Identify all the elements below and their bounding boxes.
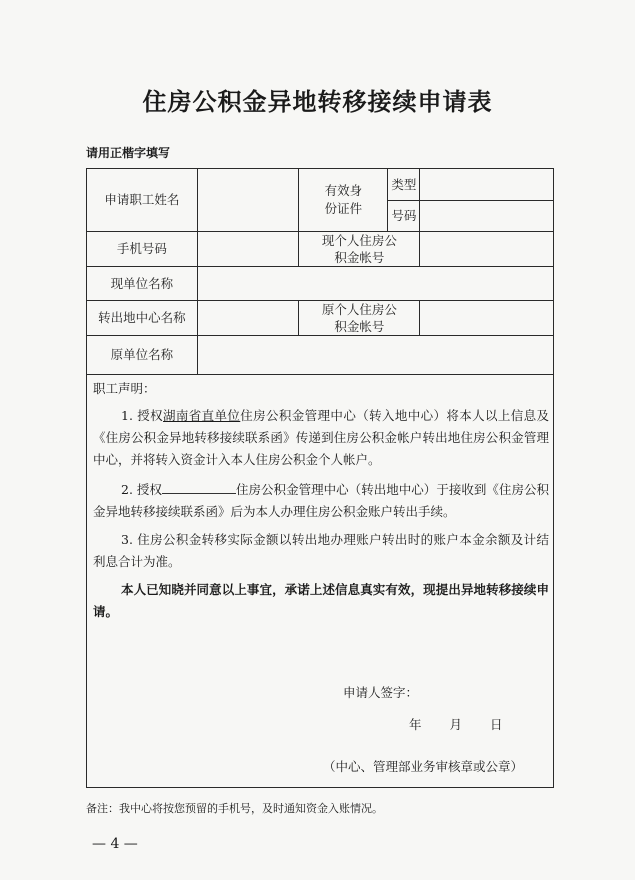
original-employer-field[interactable] — [197, 336, 553, 375]
stamp-label: （中心、管理部业务审核章或公章） — [323, 759, 524, 774]
original-account-field[interactable] — [420, 301, 554, 336]
original-employer-label: 原单位名称 — [87, 336, 198, 375]
transfer-out-center-blank[interactable] — [162, 481, 236, 494]
name-label: 申请职工姓名 — [87, 169, 198, 232]
id-type-label: 类型 — [388, 169, 420, 201]
form-title: 住房公积金异地转移接续申请表 — [142, 87, 493, 116]
date-day: 日 — [490, 717, 503, 732]
declaration-item-1: 1. 授权湖南省直单位住房公积金管理中心（转入地中心）将本人以上信息及《住房公积金异地转移接续联系函》传递到住房公积金帐户转出地住房公积金管理中心，并将转入资金计入本人住房公积金个人帐户。 — [93, 408, 549, 467]
phone-field[interactable] — [197, 232, 299, 267]
declaration-consent: 本人已知晓并同意以上事宜，承诺上述信息真实有效，现提出异地转移接续申请。 — [93, 582, 549, 619]
id-number-label: 号码 — [388, 201, 420, 232]
declaration-section — [86, 371, 554, 788]
declaration-item-2: 2. 授权 住房公积金管理中心（转出地中心）于接收到《住房公积金异地转移接续联系函》后为本人办理住房公积金账户转出手续。 — [93, 482, 549, 519]
original-account-label: 原个人住房公积金帐号 — [299, 301, 420, 336]
id-type-field[interactable] — [420, 169, 554, 201]
signature-date — [409, 715, 531, 733]
declaration-heading: 职工声明： — [93, 381, 156, 396]
page-number: — 4 — — [92, 836, 138, 852]
fill-instruction: 请用正楷字填写 — [86, 146, 171, 160]
current-employer-field[interactable] — [197, 267, 553, 301]
transfer-out-center-label: 转出地中心名称 — [87, 301, 198, 336]
transfer-in-center: 湖南省直单位 — [163, 408, 241, 423]
current-account-label: 现个人住房公积金帐号 — [299, 232, 420, 267]
date-year: 年 — [409, 717, 422, 732]
declaration-item-3: 3. 住房公积金转移实际金额以转出地办理账户转出时的账户本金余额及计结利息合计为准。 — [93, 532, 549, 569]
remark-note: 备注：我中心将按您预留的手机号，及时通知资金入账情况。 — [86, 802, 383, 815]
name-field[interactable] — [197, 169, 299, 232]
date-month: 月 — [449, 717, 463, 732]
applicant-signature-label: 申请人签字： — [343, 685, 419, 700]
transfer-out-center-field[interactable] — [197, 301, 299, 336]
current-account-field[interactable] — [420, 232, 554, 267]
current-employer-label: 现单位名称 — [87, 267, 198, 301]
id-document-label: 有效身份证件 — [299, 169, 388, 232]
id-number-field[interactable] — [420, 201, 554, 232]
phone-label: 手机号码 — [87, 232, 198, 267]
application-table — [86, 168, 554, 375]
